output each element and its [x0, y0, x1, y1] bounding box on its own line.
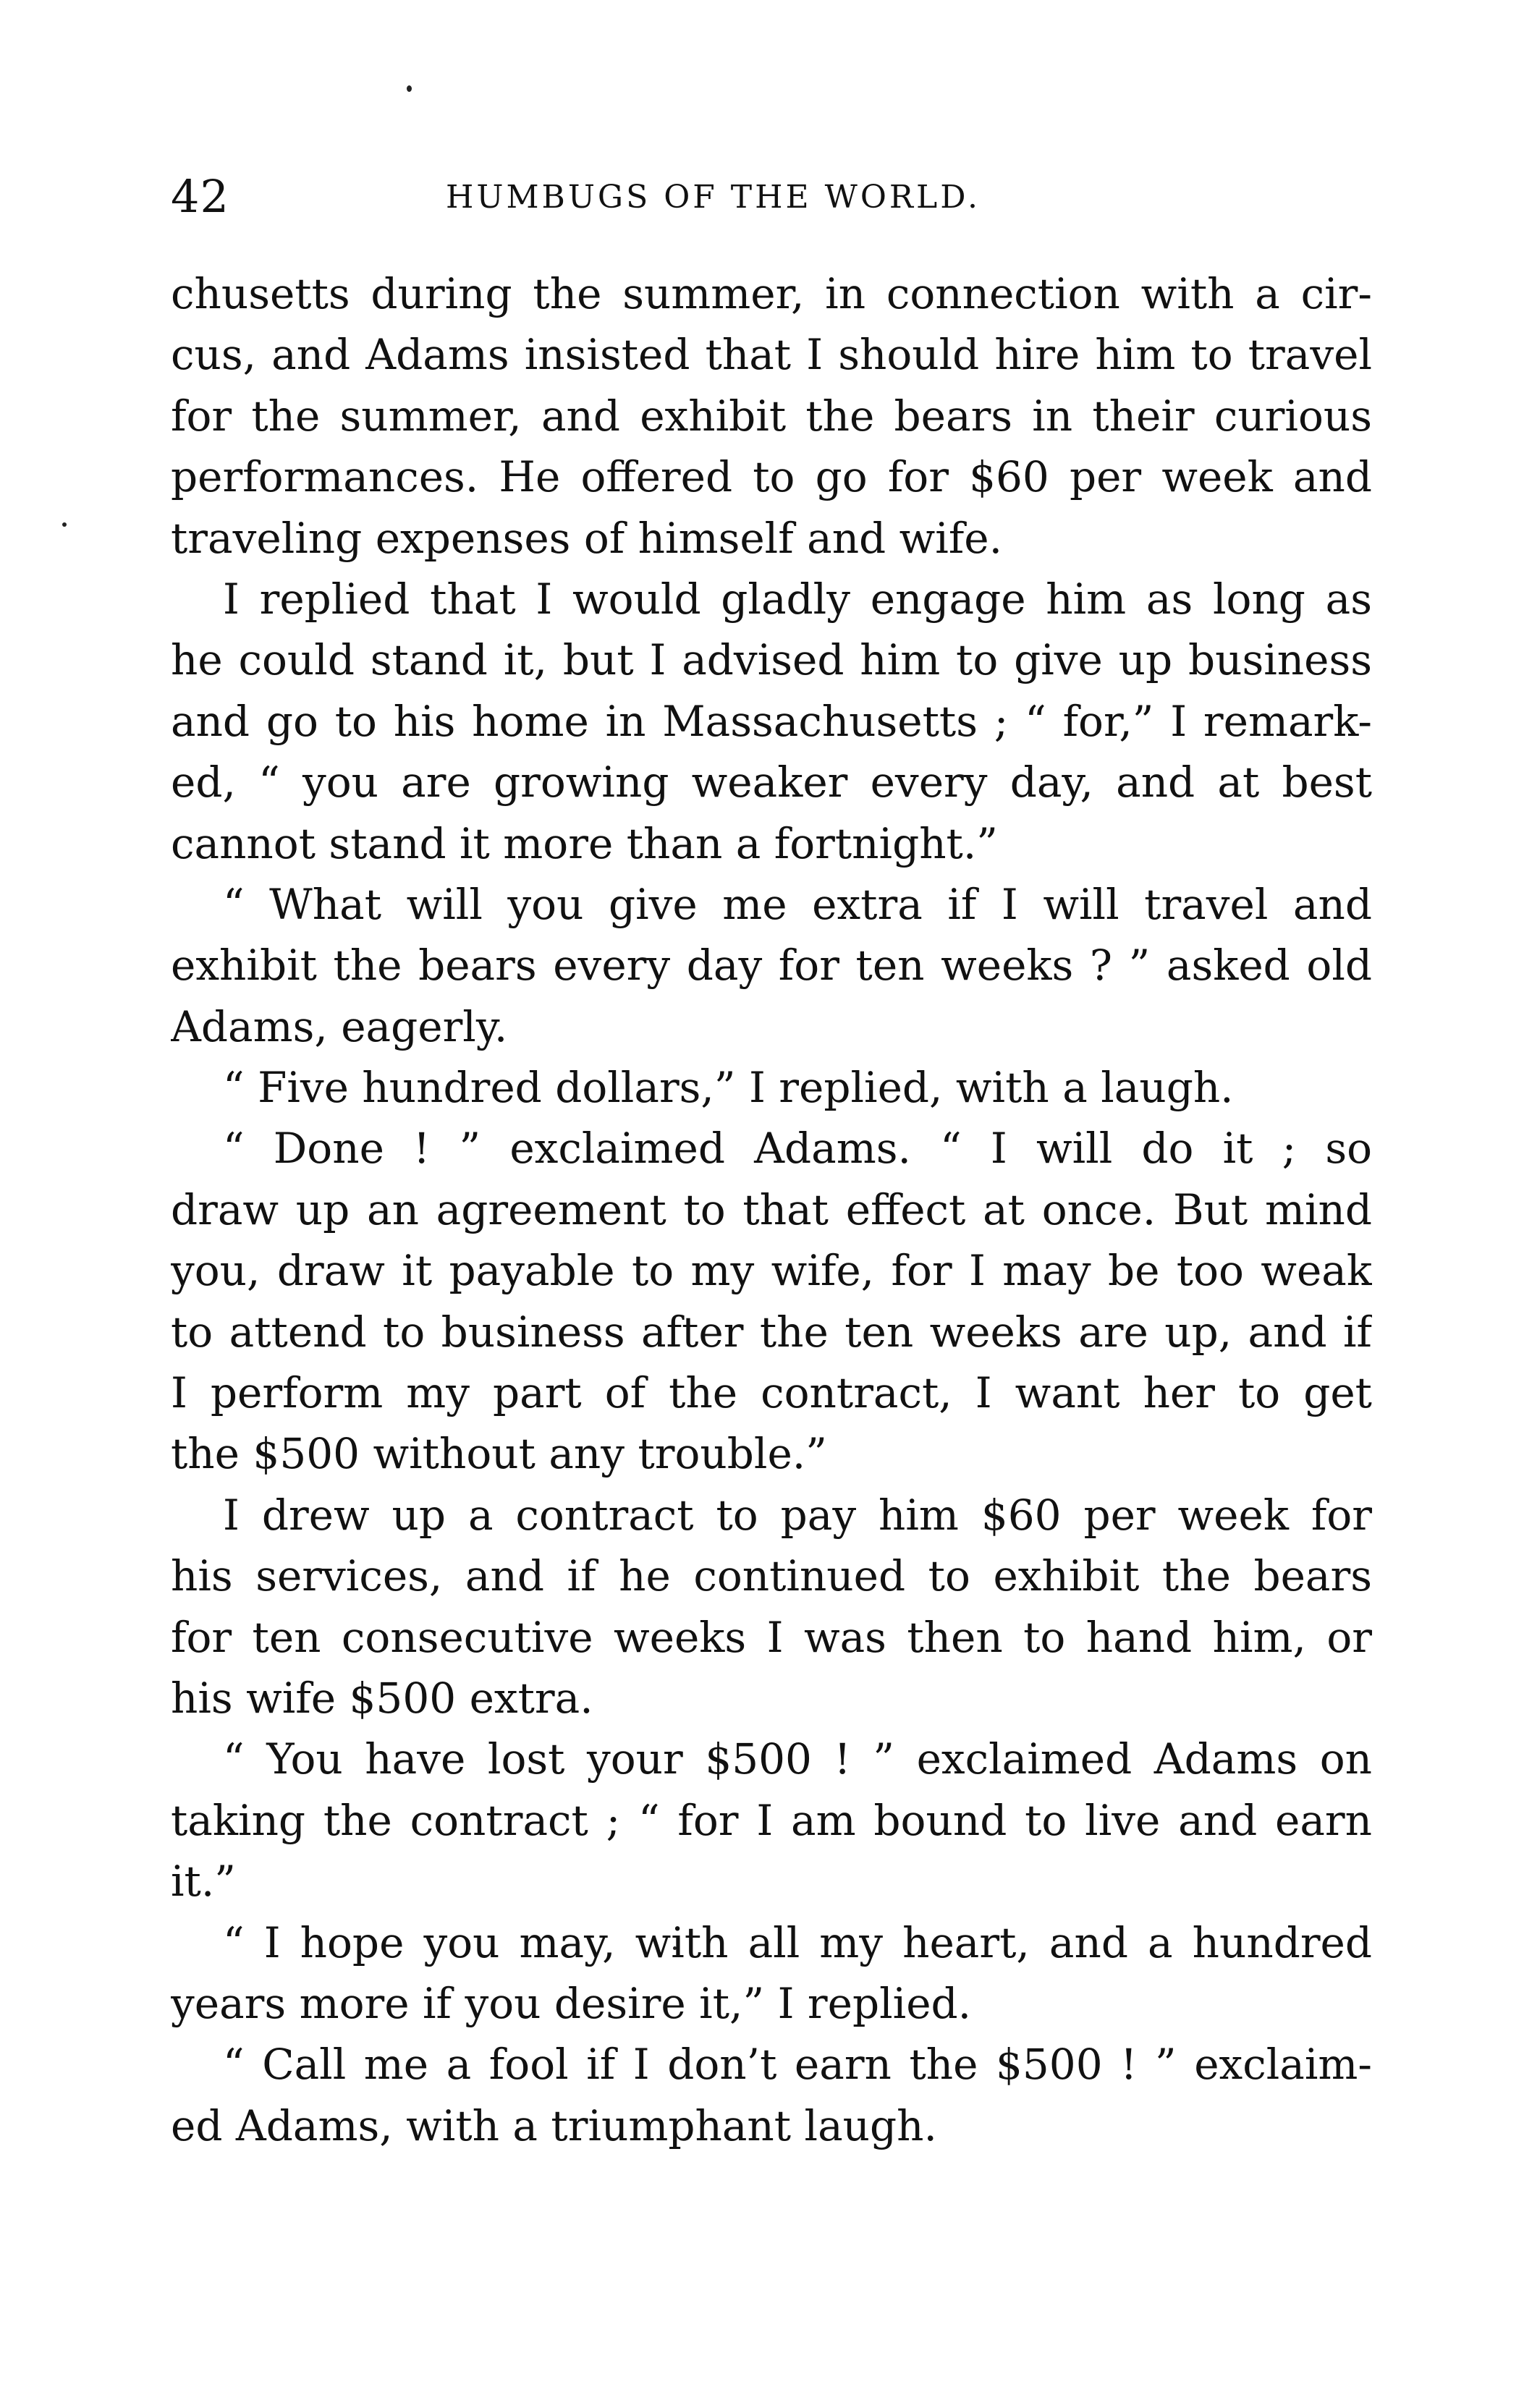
text-line: “ Five hundred dollars,” I replied, with a laugh. [223, 1063, 1234, 1113]
text-line: you, draw it payable to my wife, for I may be too weak [171, 1246, 1372, 1296]
text-line: for ten consecutive weeks I was then to hand him, or [171, 1612, 1372, 1662]
text-line: he could stand it, but I advised him to give up business [171, 635, 1372, 685]
text-line: “ Done ! ” exclaimed Adams. “ I will do it ; so [223, 1124, 1372, 1174]
ink-speck [62, 522, 67, 527]
text-line: “ Call me a fool if I don’t earn the $500 ! ” exclaim- [223, 2040, 1372, 2090]
text-line: ed Adams, with a triumphant laugh. [171, 2100, 937, 2150]
ink-speck [407, 85, 412, 92]
text-line: cannot stand it more than a fortnight.” [171, 818, 998, 868]
text-line: traveling expenses of himself and wife. [171, 513, 1003, 563]
text-line: ed, “ you are growing weaker every day, and at best [171, 758, 1372, 807]
text-line: I perform my part of the contract, I want her to get [171, 1368, 1372, 1418]
body-text [171, 263, 1372, 2156]
text-line: cus, and Adams insisted that I should hire him to travel [171, 330, 1372, 380]
text-line: his services, and if he continued to exhibit the bears [171, 1551, 1372, 1601]
text-line: for the summer, and exhibit the bears in their curious [171, 391, 1372, 441]
text-line: exhibit the bears every day for ten weeks ? ” asked old [171, 941, 1372, 991]
text-line: I drew up a contract to pay him $60 per week for [223, 1490, 1372, 1540]
text-line: his wife $500 extra. [171, 1673, 593, 1723]
text-line: it.” [171, 1857, 236, 1907]
text-line: “ I hope you may, with all my heart, and a hundred [223, 1917, 1372, 1967]
text-line: performances. He offered to go for $60 per week and [171, 452, 1372, 502]
text-line: “ What will you give me extra if I will travel and [223, 879, 1372, 929]
page-number: 42 [171, 170, 229, 223]
text-line: I replied that I would gladly engage him as long as [223, 574, 1372, 624]
text-line: and go to his home in Massachusetts ; “ for,” I remark- [171, 696, 1372, 746]
running-head: HUMBUGS OF THE WORLD. [446, 179, 981, 216]
text-line: the $500 without any trouble.” [171, 1429, 827, 1479]
text-line: taking the contract ; “ for I am bound to live and earn [171, 1795, 1372, 1845]
page-header [171, 168, 1372, 226]
text-line: years more if you desire it,” I replied. [171, 1978, 972, 2028]
text-line: draw up an agreement to that effect at once. But mind [171, 1184, 1372, 1234]
text-line: chusetts during the summer, in connection with a cir- [171, 269, 1372, 318]
text-line: to attend to business after the ten weeks are up, and if [171, 1307, 1372, 1357]
text-line: Adams, eagerly. [171, 1001, 508, 1051]
text-line: “ You have lost your $500 ! ” exclaimed Adams on [223, 1734, 1372, 1784]
